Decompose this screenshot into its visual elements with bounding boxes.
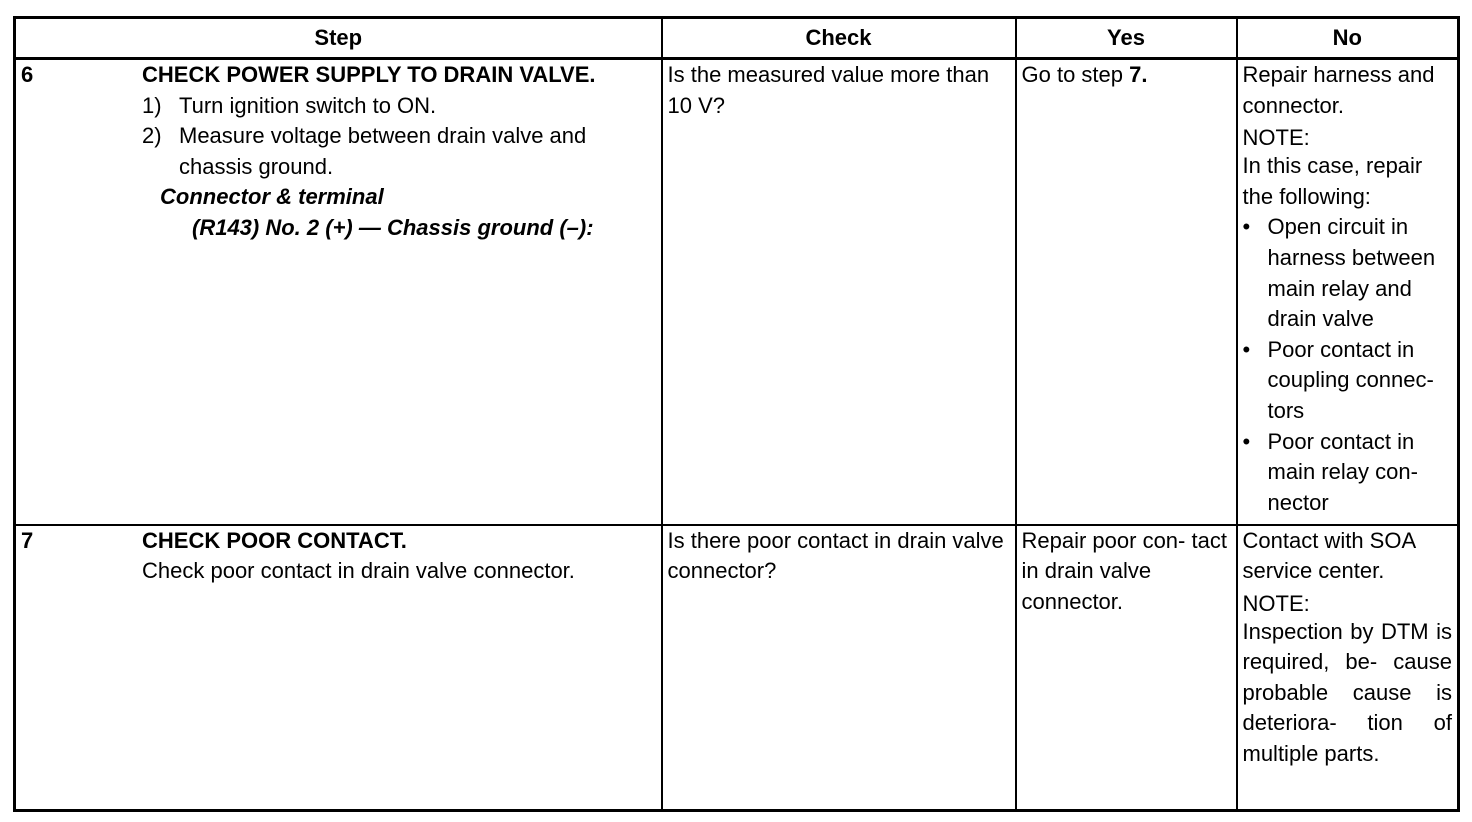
bullet-icon: • [1242,214,1251,240]
header-step: Step [15,18,662,59]
no-cell [1237,59,1459,525]
header-check: Check [662,18,1016,59]
item-number: 1) [142,92,162,118]
bullet-text: Poor contact in coupling connec- tors [1267,336,1434,423]
item-text: Turn ignition switch to ON. [179,92,437,118]
table-row-step-7 [15,525,1459,811]
bullet-text: Open circuit in harness between main relay and drain valve [1267,214,1436,332]
note-bullet [1243,212,1453,334]
note-label: NOTE: [1242,125,1310,151]
connector-spec-value: (R143) No. 2 (+) — Chassis ground (–): [192,214,594,240]
step-number: 7 [21,527,34,553]
yes-cell [1016,59,1237,525]
yes-action-prefix: Go to step [1021,62,1130,87]
step-cell [15,59,662,525]
yes-action: Repair poor con- tact in drain valve connector. [1021,527,1227,614]
step-cell [15,525,662,811]
item-text: Measure voltage between drain valve and chassis ground. [179,123,587,179]
check-cell [662,525,1016,811]
note-bullet [1243,335,1453,427]
note-text: Inspection by DTM is required, be- cause probable cause is deteriora- tion of multiple parts. [1242,618,1452,767]
table-header-row [15,18,1459,59]
no-action: Repair harness and connector. [1242,62,1435,118]
bullet-icon: • [1242,336,1251,362]
step-instruction: Check poor contact in drain valve connector. [142,558,575,584]
bullet-icon: • [1242,428,1251,454]
step-number: 6 [21,62,34,87]
procedure-item [142,91,656,122]
note-intro: In this case, repair the following: [1242,153,1423,209]
check-cell [662,59,1016,525]
yes-step-reference: 7 [1129,62,1142,87]
table-row-step-6 [15,59,1459,525]
check-question: Is there poor contact in drain valve connector? [667,527,1004,584]
yes-cell [1016,525,1237,811]
step-body [142,60,656,244]
yes-action-suffix: . [1141,62,1148,87]
no-cell [1237,525,1459,811]
diagnostic-table [13,16,1460,812]
no-action: Contact with SOA service center. [1242,527,1415,584]
header-no: No [1237,18,1459,59]
check-question: Is the measured value more than 10 V? [667,62,990,118]
connector-spec-label: Connector & terminal [160,184,384,210]
item-number: 2) [142,123,162,149]
procedure-item [142,121,656,182]
step-body [142,526,656,587]
bullet-text: Poor contact in main relay con- nector [1267,428,1418,515]
step-title: CHECK POWER SUPPLY TO DRAIN VALVE. [142,62,596,87]
header-yes: Yes [1016,18,1237,59]
note-bullet [1243,427,1453,519]
step-title: CHECK POOR CONTACT. [142,527,407,553]
note-label: NOTE: [1242,590,1310,616]
